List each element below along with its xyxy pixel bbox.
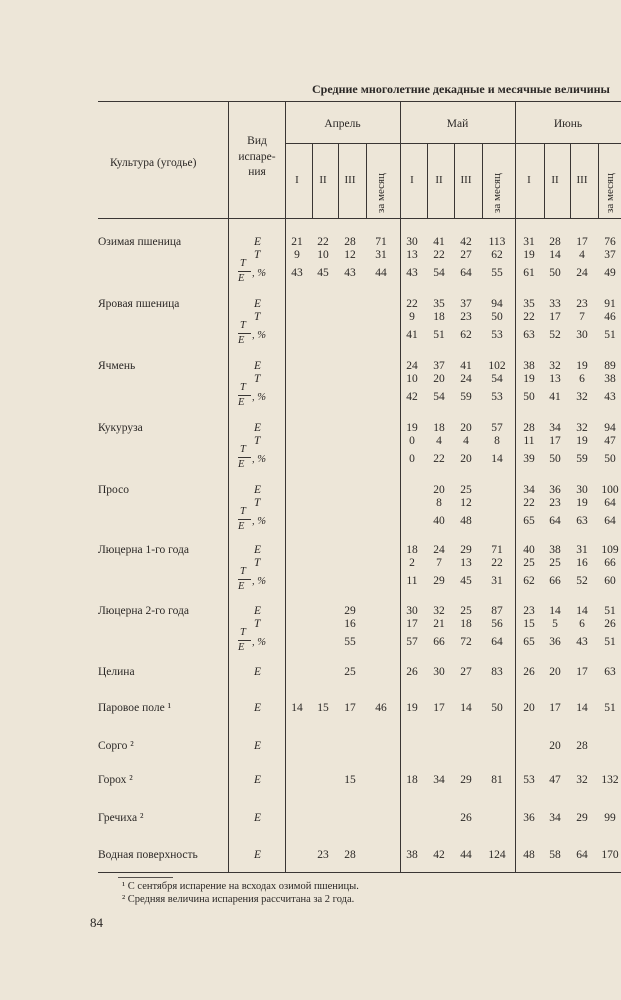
table-cell: 8 [436, 497, 442, 509]
evaporation-type-e: E [254, 236, 262, 248]
ratio-te-label: T E , % [238, 382, 266, 408]
table-cell: 47 [549, 774, 561, 786]
table-cell: 42 [460, 236, 472, 248]
crop-name: Люцерна 2-го года [98, 605, 189, 617]
table-cell: 57 [491, 422, 503, 434]
table-cell: 51 [604, 702, 616, 714]
table-cell: 6 [579, 618, 585, 630]
table-cell: 15 [523, 618, 535, 630]
table-cell: 113 [488, 236, 506, 248]
table-cell: 16 [576, 557, 588, 569]
table-cell: 17 [576, 666, 588, 678]
table-top-rule [98, 101, 621, 102]
table-cell: 28 [576, 740, 588, 752]
table-cell: 50 [491, 311, 503, 323]
evaporation-type-t: T [254, 311, 261, 323]
table-cell: 21 [433, 618, 445, 630]
table-cell: 17 [549, 435, 561, 447]
evaporation-type-e: E [254, 812, 262, 824]
footnote-rule [118, 877, 173, 878]
table-cell: 17 [549, 311, 561, 323]
table-cell: 32 [576, 391, 588, 403]
table-cell: 25 [523, 557, 535, 569]
evaporation-type-e: E [254, 422, 262, 434]
header-evaporation-type: Вид испаре-ния [238, 135, 276, 179]
table-cell: 52 [576, 575, 588, 587]
table-cell: 71 [491, 544, 503, 556]
table-cell: 65 [523, 636, 535, 648]
table-cell: 37 [433, 360, 445, 372]
table-cell: 16 [344, 618, 356, 630]
table-cell: 5 [552, 618, 558, 630]
table-cell: 13 [406, 249, 418, 261]
subcol-divider [482, 143, 483, 218]
table-cell: 44 [375, 267, 387, 279]
table-cell: 38 [523, 360, 535, 372]
table-cell: 31 [491, 575, 503, 587]
table-cell: 17 [406, 618, 418, 630]
ratio-te-label: T E , % [238, 506, 266, 532]
table-cell: 23 [549, 497, 561, 509]
subheader-decade: III [576, 174, 588, 186]
table-cell: 64 [604, 515, 616, 527]
table-cell: 41 [549, 391, 561, 403]
table-cell: 21 [291, 236, 303, 248]
table-cell: 19 [406, 422, 418, 434]
evaporation-type-e: E [254, 740, 262, 752]
evaporation-type-e: E [254, 605, 262, 617]
table-cell: 66 [433, 636, 445, 648]
table-cell: 34 [549, 812, 561, 824]
table-cell: 29 [344, 605, 356, 617]
table-cell: 22 [317, 236, 329, 248]
table-cell: 30 [433, 666, 445, 678]
table-cell: 14 [549, 249, 561, 261]
table-cell: 13 [460, 557, 472, 569]
table-cell: 27 [460, 666, 472, 678]
table-cell: 99 [604, 812, 616, 824]
table-cell: 58 [549, 849, 561, 861]
crop-name: Гречиха ² [98, 812, 144, 824]
table-cell: 24 [460, 373, 472, 385]
ratio-te-label: T E , % [238, 566, 266, 592]
table-cell: 34 [549, 422, 561, 434]
ratio-te-label: T E , % [238, 444, 266, 470]
evaporation-type-t: T [254, 497, 261, 509]
table-cell: 38 [406, 849, 418, 861]
table-cell: 60 [604, 575, 616, 587]
table-cell: 34 [433, 774, 445, 786]
table-cell: 42 [433, 849, 445, 861]
table-cell: 12 [460, 497, 472, 509]
table-cell: 2 [409, 557, 415, 569]
table-cell: 12 [344, 249, 356, 261]
col-divider-type [285, 101, 286, 872]
table-cell: 50 [523, 391, 535, 403]
table-cell: 46 [375, 702, 387, 714]
table-cell: 39 [523, 453, 535, 465]
table-cell: 56 [491, 618, 503, 630]
crop-name: Сорго ² [98, 740, 134, 752]
subcol-divider [366, 143, 367, 218]
subheader-decade: III [344, 174, 356, 186]
table-cell: 0 [409, 453, 415, 465]
subheader-decade: I [295, 174, 299, 186]
evaporation-type-t: T [254, 557, 261, 569]
table-cell: 53 [491, 329, 503, 341]
crop-name: Водная поверхность [98, 849, 198, 861]
table-cell: 42 [406, 391, 418, 403]
table-cell: 19 [406, 702, 418, 714]
table-cell: 49 [604, 267, 616, 279]
table-cell: 17 [344, 702, 356, 714]
table-cell: 25 [549, 557, 561, 569]
table-cell: 15 [317, 702, 329, 714]
table-cell: 51 [604, 605, 616, 617]
evaporation-type-e: E [254, 666, 262, 678]
table-cell: 41 [460, 360, 472, 372]
table-cell: 15 [344, 774, 356, 786]
subheader-decade: I [410, 174, 414, 186]
table-cell: 89 [604, 360, 616, 372]
table-cell: 9 [294, 249, 300, 261]
table-cell: 47 [604, 435, 616, 447]
table-cell: 54 [433, 391, 445, 403]
table-cell: 170 [601, 849, 619, 861]
subheader-decade: III [460, 174, 472, 186]
col-divider-april [400, 101, 401, 872]
table-cell: 52 [549, 329, 561, 341]
table-cell: 14 [491, 453, 503, 465]
table-cell: 38 [604, 373, 616, 385]
table-cell: 28 [523, 422, 535, 434]
table-cell: 45 [317, 267, 329, 279]
table-cell: 76 [604, 236, 616, 248]
table-cell: 28 [344, 849, 356, 861]
table-cell: 24 [406, 360, 418, 372]
table-cell: 41 [433, 236, 445, 248]
header-bottom-rule [98, 218, 621, 219]
table-cell: 54 [491, 373, 503, 385]
table-cell: 22 [523, 311, 535, 323]
table-cell: 25 [460, 605, 472, 617]
table-cell: 62 [523, 575, 535, 587]
table-cell: 23 [317, 849, 329, 861]
table-cell: 87 [491, 605, 503, 617]
table-cell: 46 [604, 311, 616, 323]
subheader-month-total: за месяц [604, 173, 616, 213]
subheader-decade: II [435, 174, 443, 186]
table-cell: 63 [604, 666, 616, 678]
table-cell: 48 [523, 849, 535, 861]
table-cell: 44 [460, 849, 472, 861]
evaporation-type-e: E [254, 298, 262, 310]
table-cell: 14 [576, 605, 588, 617]
table-cell: 48 [460, 515, 472, 527]
crop-name: Люцерна 1-го года [98, 544, 189, 556]
table-cell: 61 [523, 267, 535, 279]
table-cell: 38 [549, 544, 561, 556]
table-cell: 26 [460, 812, 472, 824]
table-cell: 51 [433, 329, 445, 341]
table-cell: 59 [460, 391, 472, 403]
table-cell: 30 [576, 484, 588, 496]
table-cell: 33 [549, 298, 561, 310]
crop-name: Яровая пшеница [98, 298, 180, 310]
table-cell: 64 [576, 849, 588, 861]
table-cell: 30 [406, 605, 418, 617]
table-cell: 102 [488, 360, 506, 372]
table-cell: 34 [523, 484, 535, 496]
subcol-divider [598, 143, 599, 218]
evaporation-type-e: E [254, 702, 262, 714]
crop-name: Озимая пшеница [98, 236, 182, 248]
table-cell: 94 [604, 422, 616, 434]
table-cell: 53 [523, 774, 535, 786]
col-divider-may [515, 101, 516, 872]
table-cell: 54 [433, 267, 445, 279]
table-cell: 66 [604, 557, 616, 569]
table-cell: 18 [406, 544, 418, 556]
evaporation-type-e: E [254, 544, 262, 556]
table-cell: 14 [576, 702, 588, 714]
table-cell: 59 [576, 453, 588, 465]
table-cell: 22 [406, 298, 418, 310]
table-cell: 20 [460, 453, 472, 465]
table-cell: 26 [604, 618, 616, 630]
table-cell: 65 [523, 515, 535, 527]
table-cell: 62 [460, 329, 472, 341]
table-cell: 22 [433, 249, 445, 261]
evaporation-type-t: T [254, 249, 261, 261]
subheader-decade: II [319, 174, 327, 186]
table-cell: 50 [549, 453, 561, 465]
table-cell: 9 [409, 311, 415, 323]
table-cell: 11 [523, 435, 535, 447]
table-cell: 50 [604, 453, 616, 465]
table-cell: 6 [579, 373, 585, 385]
evaporation-type-t: T [254, 373, 261, 385]
table-cell: 55 [491, 267, 503, 279]
table-cell: 37 [604, 249, 616, 261]
table-cell: 29 [576, 812, 588, 824]
table-cell: 26 [523, 666, 535, 678]
table-cell: 27 [460, 249, 472, 261]
table-cell: 66 [549, 575, 561, 587]
evaporation-type-t: T [254, 618, 261, 630]
table-cell: 25 [344, 666, 356, 678]
crop-name: Паровое поле ¹ [98, 702, 172, 714]
ratio-te-label: T E , % [238, 258, 266, 284]
table-cell: 19 [576, 435, 588, 447]
table-cell: 18 [433, 422, 445, 434]
table-cell: 43 [576, 636, 588, 648]
table-cell: 72 [460, 636, 472, 648]
table-cell: 31 [576, 544, 588, 556]
table-cell: 18 [406, 774, 418, 786]
subheader-month-total: за месяц [491, 173, 503, 213]
header-month-june: Июнь [553, 118, 583, 130]
subheader-decade: I [527, 174, 531, 186]
table-cell: 64 [549, 515, 561, 527]
table-cell: 63 [576, 515, 588, 527]
table-cell: 30 [576, 329, 588, 341]
table-cell: 29 [433, 575, 445, 587]
crop-name: Просо [98, 484, 129, 496]
crop-name: Целина [98, 666, 135, 678]
table-cell: 32 [433, 605, 445, 617]
table-cell: 35 [433, 298, 445, 310]
table-cell: 64 [460, 267, 472, 279]
table-cell: 28 [549, 236, 561, 248]
table-cell: 7 [579, 311, 585, 323]
table-cell: 29 [460, 544, 472, 556]
table-cell: 32 [576, 774, 588, 786]
table-cell: 20 [549, 666, 561, 678]
table-cell: 22 [523, 497, 535, 509]
crop-name: Горох ² [98, 774, 133, 786]
table-cell: 24 [576, 267, 588, 279]
header-culture: Культура (угодье) [110, 157, 197, 169]
table-cell: 14 [549, 605, 561, 617]
table-cell: 32 [549, 360, 561, 372]
table-cell: 94 [491, 298, 503, 310]
table-cell: 4 [436, 435, 442, 447]
table-cell: 57 [406, 636, 418, 648]
table-cell: 36 [549, 484, 561, 496]
header-month-april: Апрель [324, 118, 361, 130]
table-cell: 19 [576, 360, 588, 372]
table-cell: 8 [494, 435, 500, 447]
footnote-2: ² Средняя величина испарения рассчитана за 2 года. [122, 894, 355, 905]
table-cell: 18 [433, 311, 445, 323]
table-cell: 25 [460, 484, 472, 496]
table-cell: 14 [291, 702, 303, 714]
table-cell: 37 [460, 298, 472, 310]
table-cell: 45 [460, 575, 472, 587]
table-cell: 23 [523, 605, 535, 617]
table-cell: 43 [406, 267, 418, 279]
table-cell: 91 [604, 298, 616, 310]
table-cell: 7 [436, 557, 442, 569]
table-cell: 29 [460, 774, 472, 786]
table-title: Средние многолетние декадные и месячные величины [312, 82, 610, 96]
table-cell: 23 [576, 298, 588, 310]
crop-name: Ячмень [98, 360, 136, 372]
evaporation-type-t: T [254, 435, 261, 447]
table-cell: 43 [344, 267, 356, 279]
table-cell: 26 [406, 666, 418, 678]
table-cell: 124 [488, 849, 506, 861]
table-bottom-rule [98, 872, 621, 873]
table-cell: 36 [523, 812, 535, 824]
table-cell: 18 [460, 618, 472, 630]
table-cell: 20 [460, 422, 472, 434]
table-cell: 32 [576, 422, 588, 434]
table-cell: 43 [604, 391, 616, 403]
table-cell: 17 [549, 702, 561, 714]
table-cell: 63 [523, 329, 535, 341]
table-cell: 10 [317, 249, 329, 261]
table-cell: 17 [576, 236, 588, 248]
table-cell: 81 [491, 774, 503, 786]
crop-name: Кукуруза [98, 422, 143, 434]
table-cell: 28 [344, 236, 356, 248]
table-cell: 100 [601, 484, 619, 496]
table-cell: 51 [604, 636, 616, 648]
table-cell: 43 [291, 267, 303, 279]
table-cell: 40 [523, 544, 535, 556]
table-cell: 11 [406, 575, 418, 587]
table-cell: 13 [549, 373, 561, 385]
table-cell: 22 [433, 453, 445, 465]
table-cell: 62 [491, 249, 503, 261]
table-cell: 20 [433, 484, 445, 496]
table-cell: 20 [549, 740, 561, 752]
table-cell: 64 [604, 497, 616, 509]
table-cell: 50 [549, 267, 561, 279]
col-divider-culture [228, 101, 229, 872]
table-cell: 71 [375, 236, 387, 248]
table-cell: 64 [491, 636, 503, 648]
table-cell: 20 [523, 702, 535, 714]
table-cell: 35 [523, 298, 535, 310]
ratio-te-label: T E , % [238, 627, 266, 653]
evaporation-type-e: E [254, 774, 262, 786]
table-cell: 14 [460, 702, 472, 714]
table-cell: 20 [433, 373, 445, 385]
table-cell: 40 [433, 515, 445, 527]
table-cell: 30 [406, 236, 418, 248]
table-cell: 31 [375, 249, 387, 261]
table-cell: 50 [491, 702, 503, 714]
table-cell: 83 [491, 666, 503, 678]
ratio-te-label: T E , % [238, 320, 266, 346]
table-cell: 19 [523, 249, 535, 261]
table-cell: 19 [523, 373, 535, 385]
table-cell: 41 [406, 329, 418, 341]
table-cell: 53 [491, 391, 503, 403]
page-number: 84 [90, 915, 103, 930]
table-cell: 23 [460, 311, 472, 323]
subheader-month-total: за месяц [375, 173, 387, 213]
table-cell: 31 [523, 236, 535, 248]
table-cell: 55 [344, 636, 356, 648]
evaporation-type-e: E [254, 484, 262, 496]
footnote-1: ¹ С сентября испарение на всходах озимой пшеницы. [122, 881, 359, 892]
table-cell: 109 [601, 544, 619, 556]
table-cell: 4 [579, 249, 585, 261]
table-cell: 24 [433, 544, 445, 556]
header-month-may: Май [446, 118, 469, 130]
table-cell: 4 [463, 435, 469, 447]
table-cell: 51 [604, 329, 616, 341]
table-cell: 19 [576, 497, 588, 509]
table-cell: 22 [491, 557, 503, 569]
table-cell: 132 [601, 774, 619, 786]
table-cell: 0 [409, 435, 415, 447]
evaporation-type-e: E [254, 849, 262, 861]
evaporation-type-e: E [254, 360, 262, 372]
table-cell: 17 [433, 702, 445, 714]
table-cell: 10 [406, 373, 418, 385]
subheader-decade: II [551, 174, 559, 186]
table-cell: 36 [549, 636, 561, 648]
